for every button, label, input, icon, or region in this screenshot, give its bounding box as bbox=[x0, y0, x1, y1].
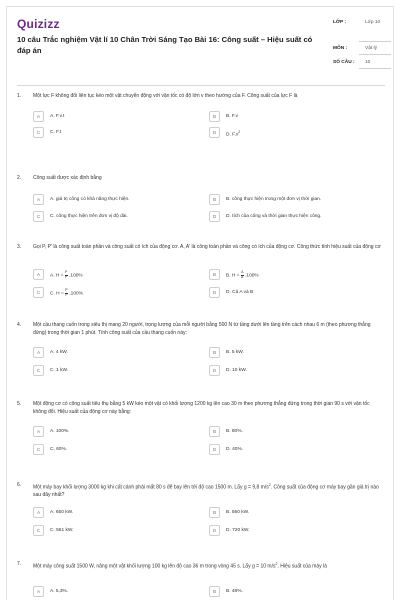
option-expression: 40%. bbox=[232, 447, 244, 452]
answer-option-c[interactable] bbox=[33, 365, 183, 377]
fraction-numerator: P' bbox=[65, 288, 68, 292]
option-text bbox=[226, 446, 366, 453]
answer-option-c[interactable] bbox=[33, 127, 183, 139]
answer-option-d[interactable] bbox=[209, 127, 359, 139]
option-text bbox=[226, 289, 366, 296]
option-expression: 48%. bbox=[231, 589, 243, 594]
option-letter-box: A bbox=[33, 111, 44, 122]
option-letter-box: A bbox=[33, 269, 44, 280]
option-expression: công thực hiện trong một đơn vị thời gian. bbox=[231, 197, 322, 202]
option-text bbox=[50, 129, 190, 136]
option-prefix: C. bbox=[50, 214, 57, 219]
option-letter-box: D bbox=[209, 525, 220, 536]
option-prefix: C. bbox=[50, 447, 57, 452]
question-text: Gọi P, P' là công suất toàn phần và công suất có ích của động cơ. A, A' là công toàn phần và công có ích của động cơ. Công thức tính hiệu suất của động cơ bbox=[33, 244, 381, 250]
option-text bbox=[50, 509, 190, 516]
option-text bbox=[50, 446, 190, 453]
option-letter-box: A bbox=[33, 586, 44, 597]
option-letter-box: A bbox=[33, 194, 44, 205]
option-prefix: C. bbox=[50, 291, 57, 297]
question-text-part: . Hiệu suất của máy là bbox=[277, 563, 327, 570]
option-prefix: D. bbox=[226, 132, 233, 138]
question-text-exponent: 2 bbox=[268, 483, 271, 487]
option-prefix: B. bbox=[226, 197, 232, 202]
option-letter-box: B bbox=[209, 586, 220, 597]
grade-label: LỚP : bbox=[333, 20, 347, 25]
option-text bbox=[226, 349, 366, 356]
grade-value: Lớp 10 bbox=[359, 18, 391, 42]
option-text bbox=[226, 113, 366, 120]
question-number: 1. bbox=[17, 93, 22, 99]
option-text bbox=[226, 367, 366, 374]
answer-option-c[interactable] bbox=[33, 211, 183, 223]
answer-option-b[interactable] bbox=[209, 269, 359, 281]
answer-option-b[interactable] bbox=[209, 194, 359, 206]
option-text bbox=[50, 289, 190, 297]
option-letter-box: D bbox=[209, 365, 220, 376]
question-number: 3. bbox=[17, 244, 22, 250]
answer-option-a[interactable] bbox=[33, 111, 183, 123]
option-expression: 720 kW. bbox=[232, 528, 250, 533]
option-letter-box: B bbox=[209, 269, 220, 280]
option-letter-box: C bbox=[33, 365, 44, 376]
option-prefix: C. bbox=[50, 130, 57, 135]
option-prefix: A. bbox=[50, 429, 56, 434]
option-letter-box: C bbox=[33, 525, 44, 536]
answer-option-b[interactable] bbox=[209, 507, 359, 519]
option-text bbox=[50, 196, 190, 203]
option-expression: 5 kW. bbox=[231, 350, 244, 355]
option-suffix: .100% bbox=[68, 291, 83, 297]
option-letter-box: D bbox=[209, 211, 220, 222]
question-text: Một lực F không đổi liên tục kéo một vật chuyển động với vận tốc có độ lớn v theo hướng của F. Công suất của lực F là bbox=[33, 93, 298, 99]
option-suffix: .100% bbox=[67, 273, 83, 279]
question-number: 4. bbox=[17, 322, 22, 328]
option-text bbox=[50, 588, 190, 595]
option-letter-box: C bbox=[33, 127, 44, 138]
question-number: 2. bbox=[17, 175, 22, 181]
option-text bbox=[50, 367, 190, 374]
option-letter-box: C bbox=[33, 444, 44, 455]
option-prefix: A. bbox=[50, 589, 56, 594]
option-expression: 80%. bbox=[231, 429, 243, 434]
option-prefix: D. bbox=[226, 290, 233, 295]
quizizz-logo: Quizizz bbox=[17, 17, 60, 31]
question-text: Một động cơ có công suất tiêu thụ bằng 5 kW kéo một vật có khối lượng 1200 kg lên cao 30 m theo phương thẳng đứng trong thời gian 90 s với vận tốc không đổi. Hiệu suất của động cơ này bằng: bbox=[33, 401, 370, 415]
option-text bbox=[226, 509, 366, 516]
option-prefix: B. bbox=[226, 429, 232, 434]
answer-option-c[interactable] bbox=[33, 287, 183, 299]
option-letter-box: D bbox=[209, 287, 220, 298]
option-text bbox=[50, 271, 190, 279]
option-expression: F.v bbox=[232, 132, 239, 138]
option-exponent: 2 bbox=[238, 130, 241, 134]
option-text bbox=[226, 129, 366, 139]
option-expression: F.v.t bbox=[55, 114, 65, 119]
option-letter-box: B bbox=[209, 194, 220, 205]
answer-option-c[interactable] bbox=[33, 525, 183, 537]
answer-option-d[interactable] bbox=[209, 365, 359, 377]
question-number: 5. bbox=[17, 401, 22, 407]
answer-option-b[interactable] bbox=[209, 347, 359, 359]
fraction-denominator: A' bbox=[240, 274, 244, 279]
option-letter-box: B bbox=[209, 426, 220, 437]
option-expression: 551 kW. bbox=[56, 528, 74, 533]
option-text bbox=[50, 213, 190, 220]
option-prefix: A. bbox=[50, 114, 56, 119]
option-prefix: D. bbox=[226, 368, 233, 373]
option-expression: F.t bbox=[56, 130, 62, 135]
answer-option-a[interactable] bbox=[33, 269, 183, 281]
option-prefix: A. bbox=[50, 197, 56, 202]
page-title: 10 câu Trắc nghiệm Vật lí 10 Chân Trời Sáng Tạo Bài 16: Công suất – Hiệu suất có đáp án bbox=[17, 35, 313, 55]
option-text bbox=[226, 527, 366, 534]
question-text: Công suất được xác định bằng bbox=[33, 175, 102, 181]
option-prefix: B. bbox=[226, 589, 232, 594]
option-expression: Cả A và B bbox=[232, 290, 254, 295]
answer-option-a[interactable] bbox=[33, 347, 183, 359]
answer-option-b[interactable] bbox=[209, 426, 359, 438]
option-text bbox=[226, 428, 366, 435]
question-text-part: Một máy bay khối lượng 3000 kg khi cất cánh phải mất 80 s để bay lên tới độ cao 1500 m. Lấy g = 9,8 m/s bbox=[33, 484, 269, 491]
option-letter-box: A bbox=[33, 347, 44, 358]
count-row bbox=[333, 58, 393, 72]
option-suffix: .100% bbox=[243, 273, 259, 279]
option-expression: 5,3%. bbox=[55, 589, 69, 594]
option-prefix: D. bbox=[226, 214, 233, 219]
option-prefix: B. bbox=[226, 273, 232, 279]
grade-row bbox=[333, 18, 393, 44]
option-text bbox=[226, 196, 366, 203]
answer-option-d[interactable] bbox=[209, 211, 359, 223]
answer-option-c[interactable] bbox=[33, 444, 183, 456]
option-letter-box: D bbox=[209, 127, 220, 138]
worksheet-meta bbox=[333, 18, 393, 72]
answer-option-a[interactable] bbox=[33, 426, 183, 438]
option-letter-box: C bbox=[33, 211, 44, 222]
option-expression: giá trị công có khả năng thực hiện. bbox=[55, 197, 130, 202]
option-prefix: C. bbox=[50, 528, 57, 533]
option-letter-box: B bbox=[209, 111, 220, 122]
answer-option-d[interactable] bbox=[209, 444, 359, 456]
answer-option-a[interactable] bbox=[33, 586, 183, 598]
question-text bbox=[33, 561, 383, 571]
option-text bbox=[226, 271, 366, 279]
option-prefix: D. bbox=[226, 528, 233, 533]
subject-row bbox=[333, 44, 393, 58]
fraction-denominator: P' bbox=[64, 274, 68, 279]
answer-option-b[interactable] bbox=[209, 586, 359, 598]
option-letter-box: D bbox=[209, 444, 220, 455]
fraction-numerator: A bbox=[241, 270, 244, 274]
question-count-label: SỐ CÂU : bbox=[333, 60, 355, 65]
option-expression: H = bbox=[55, 273, 65, 279]
option-expression: H = bbox=[231, 273, 241, 279]
answer-option-b[interactable] bbox=[209, 111, 359, 123]
option-expression: tích của công và thời gian thực hiện công. bbox=[232, 214, 322, 219]
option-expression: F.v bbox=[231, 114, 239, 119]
option-expression: 100%. bbox=[55, 429, 70, 434]
answer-option-d[interactable] bbox=[209, 287, 359, 299]
option-letter-box: A bbox=[33, 426, 44, 437]
question-text bbox=[33, 482, 383, 500]
worksheet-page bbox=[6, 6, 394, 600]
option-expression: công thực hiện trên đơn vị độ dài. bbox=[56, 214, 128, 219]
option-prefix: B. bbox=[226, 510, 232, 515]
question-text-part: Một máy công suất 1500 W, nâng một vật khối lượng 100 kg lên độ cao 36 m trong vòng 45 s. Lấy g = 10 m/s bbox=[33, 563, 276, 570]
worksheet-header bbox=[7, 7, 394, 77]
option-text bbox=[50, 527, 190, 534]
option-expression: 60%. bbox=[56, 447, 68, 452]
question-number: 6. bbox=[17, 482, 22, 488]
option-letter-box: C bbox=[33, 287, 44, 298]
option-letter-box: A bbox=[33, 507, 44, 518]
subject-value: Vật lý bbox=[359, 44, 391, 55]
fraction-numerator: P bbox=[65, 270, 68, 274]
answer-option-a[interactable] bbox=[33, 194, 183, 206]
header-divider bbox=[17, 85, 385, 86]
option-prefix: B. bbox=[226, 350, 232, 355]
option-expression: 560 kW. bbox=[231, 510, 250, 515]
option-prefix: D. bbox=[226, 447, 233, 452]
question-text-part: . Công suất của động cơ máy bay gần giá trị nào sau đây nhất? bbox=[33, 484, 379, 499]
option-prefix: B. bbox=[226, 114, 232, 119]
option-text bbox=[226, 588, 366, 595]
question-text-exponent: 2 bbox=[275, 562, 278, 566]
option-expression: 1 kW. bbox=[56, 368, 69, 373]
answer-option-d[interactable] bbox=[209, 525, 359, 537]
option-prefix: A. bbox=[50, 350, 56, 355]
option-text bbox=[226, 213, 366, 220]
fraction-denominator: P bbox=[65, 292, 68, 297]
option-expression: 10 kW. bbox=[232, 368, 247, 373]
option-expression: 4 kW. bbox=[55, 350, 68, 355]
option-text bbox=[50, 428, 190, 435]
option-expression: 650 kW. bbox=[55, 510, 74, 515]
question-number: 7. bbox=[17, 561, 22, 567]
question-text: Một cầu thang cuốn trong siêu thị mang 20 người, trọng lượng của mỗi người bằng 500 N từ tầng dưới lên tầng trên cách nhau 6 m (theo phương thẳng đứng) trong thời gian 1 phút. Tính công suất của cầu thang cuốn này: bbox=[33, 322, 371, 336]
answer-option-a[interactable] bbox=[33, 507, 183, 519]
subject-label: MÔN : bbox=[333, 46, 348, 51]
option-prefix: A. bbox=[50, 510, 56, 515]
option-prefix: C. bbox=[50, 368, 57, 373]
option-letter-box: B bbox=[209, 507, 220, 518]
option-expression: H = bbox=[56, 291, 66, 297]
option-letter-box: B bbox=[209, 347, 220, 358]
option-text bbox=[50, 113, 190, 120]
question-count-value: 10 bbox=[359, 58, 391, 69]
option-text bbox=[50, 349, 190, 356]
option-prefix: A. bbox=[50, 273, 56, 279]
